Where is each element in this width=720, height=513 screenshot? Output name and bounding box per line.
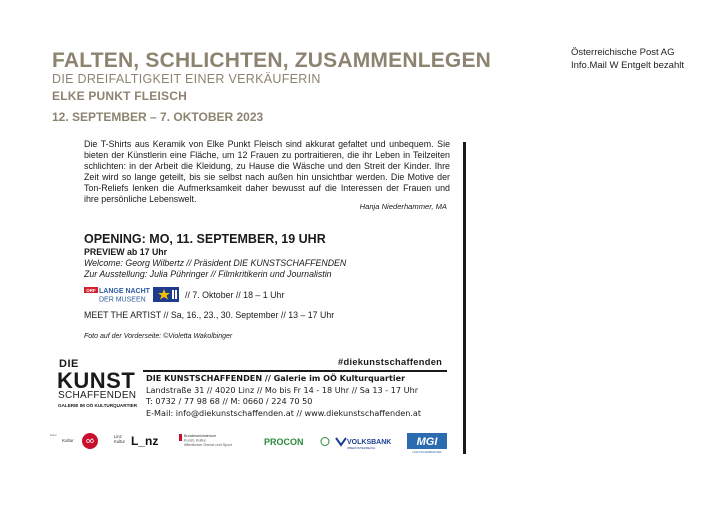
postage-line-1: Österreichische Post AG [571,47,675,58]
orf-text: ORF [86,288,96,293]
mgi-logo: MGI [416,436,438,448]
der-museen-text: DER MUSEEN [99,296,146,303]
contact-block [146,373,421,419]
exhibition-dates: 12. SEPTEMBER – 7. OKTOBER 2023 [52,110,264,124]
introduction-speaker: Zur Ausstellung: Julia Pühringer // Filmkritikerin und Journalistin [84,269,332,279]
opening-heading: OPENING: MO, 11. SEPTEMBER, 19 UHR [84,232,326,246]
ministry-line-2: Kunst, Kultur, [184,438,207,443]
exhibition-title: FALTEN, SCHLICHTEN, ZUSAMMENLEGEN [52,49,492,72]
volksbank-icon [336,438,346,445]
photo-credit: Foto auf der Vorderseite: ©Violetta Wakolbinger [84,333,233,340]
welcome-speaker: Welcome: Georg Wilbertz // Präsident DIE KUNSTSCHAFFENDEN [84,258,347,268]
lange-nacht-text: LANGE NACHT [99,288,150,295]
mgi-sub: LINZ-STEUERBERATER [412,451,442,454]
volksbank-sub: OBERÖSTERREICH [347,446,376,450]
linz-kultur-label: Linz [114,434,122,439]
museum-bar-icon [172,290,174,299]
upper-austria-logo [82,433,98,449]
contact-rule [143,370,447,372]
lange-nacht-logo [84,286,180,303]
logo-die: DIE [59,358,79,370]
logo-kunst: KUNST [57,368,136,393]
description-author: Hanja Niederhammer, MA [359,202,447,211]
austria-eagle-icon [179,434,182,441]
contact-address: Landstraße 31 // 4020 Linz // Mo bis Fr 14 - 18 Uhr // Sa 13 - 17 Uhr [146,384,419,395]
lange-nacht-date: // 7. Oktober // 18 – 1 Uhr [185,290,285,300]
artist-name: ELKE PUNKT FLEISCH [52,89,187,103]
volksbank-logo: VOLKSBANK [347,439,392,446]
meet-the-artist: MEET THE ARTIST // Sa, 16., 23., 30. September // 13 – 17 Uhr [84,310,335,320]
hashtag: #diekunstschaffenden [338,357,443,367]
sponsor-logos [50,432,450,454]
postage-notice [571,46,684,72]
museum-bar-icon-2 [175,290,177,299]
ministry-line-3: öffentlicher Dienst und Sport [184,443,232,447]
logo-galerie: GALERIE IM OÖ KULTURQUARTIER [58,403,138,408]
preview-time: PREVIEW ab 17 Uhr [84,247,168,257]
logo-schaffenden: SCHAFFENDEN [58,390,137,401]
address-divider [463,142,466,454]
linz-kultur-label-2: Kultur [114,439,125,444]
ministry-line-1: Bundesministerium [184,434,217,438]
kultur-small-text: Kultur [50,434,57,437]
kultur-label: Kultur [62,438,74,443]
exhibition-subtitle: DIE DREIFALTIGKEIT EINER VERKÄUFERIN [52,72,321,86]
contact-gallery-name: DIE KUNSTSCHAFFENDEN // Galerie im OÖ Kulturquartier [146,373,406,383]
procon-logo: PROCON [264,437,304,447]
linz-logo: L_nz [131,434,159,448]
description-text: Die T-Shirts aus Keramik von Elke Punkt Fleisch sind akkurat gefaltet und unbequem. Sie bieten der Künstlerin eine Fläche, um 12 Frauen zu portraitieren, die ihr Leben in Teilzeiten schlichten: in der Arbeit die Kleidung, zu Hause die Wäsche und den Streit der Kinder. Ihre Zeit wird so lange geteilt, bis sie selbst nach außen hin unsichtbar werden. Die Motive der Ton-Reliefs lenken die Aufmerksamkeit daher bewusst auf die Interessen der Frauen und ihre persönliche Lebenswelt. [84,139,450,204]
contact-web: E-Mail: info@diekunstschaffenden.at // www.diekunstschaffenden.at [146,407,422,418]
postage-line-2: Info.Mail W Entgelt bezahlt [571,60,684,71]
svg-text:OÖ: OÖ [86,439,94,445]
contact-phone: T: 0732 / 77 98 68 // M: 0660 / 224 70 50 [146,396,313,406]
procon-icon [321,438,329,446]
